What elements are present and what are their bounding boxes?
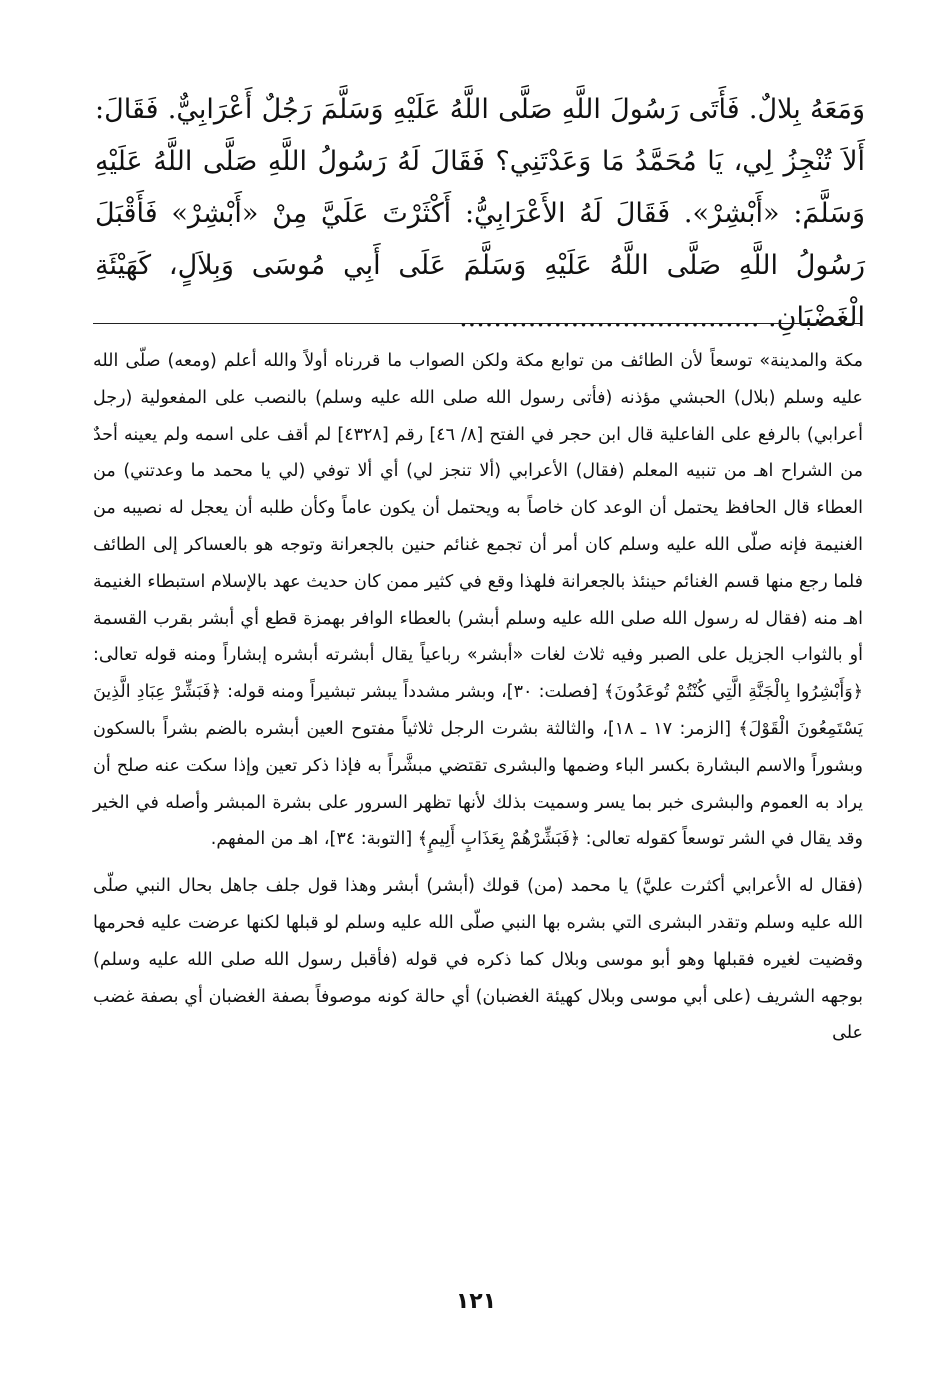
page-number: ١٢١ xyxy=(455,1289,497,1314)
footnote-separator-line xyxy=(93,323,862,324)
commentary-paragraph-1: مكة والمدينة» توسعاً لأن الطائف من توابع مكة ولكن الصواب ما قررناه أولاً والله أعلم (ومعه) صلّى الله عليه وسلم (بلال) الحبشي مؤذنه (فأتى رسول الله صلى الله عليه وسلم) بالنصب على المفعولية (رجل أعرابي) بالرفع على الفاعلية قال ابن حجر في الفتح [٨/ ٤٦] رقم [٤٣٢٨] لم أقف على اسمه ولم يعينه أحدٌ من الشراح اهـ من تنبيه المعلم (فقال) الأعرابي (ألا تنجز لي) أي ألا توفي (لي يا محمد ما وعدتني) من العطاء قال الحافظ يحتمل أن الوعد كان خاصاً به ويحتمل أن يكون عاماً وكأن طلبه أن يعجل له نصيبه من الغنيمة فإنه صلّى الله عليه وسلم كان أمر أن تجمع غنائم حنين بالجعرانة وتوجه هو بالعساكر إلى الطائف فلما رجع منها قسم الغنائم حينئذ بالجعرانة فلهذا وقع في كثير ممن كان حديث عهد بالإسلام استبطاء الغنيمة اهـ منه (فقال له رسول الله صلى الله عليه وسلم أبشر) بالعطاء الوافر بهمزة قطع أي أبشر بقرب القسمة أو بالثواب الجزيل على الصبر وفيه ثلاث لغات «أبشر» رباعياً يقال أبشرته أبشره إبشاراً ومنه قوله تعالى: ﴿وَأَبْشِرُوا بِالْجَنَّةِ الَّتِي كُنْتُمْ تُوعَدُونَ﴾ [فصلت: ٣٠]، وبشر مشدداً يبشر تبشيراً ومنه قوله: ﴿فَبَشِّرْ عِبَادِ الَّذِينَ يَسْتَمِعُونَ الْقَوْلَ﴾ [الزمر: ١٧ ـ ١٨]، والثالثة بشرت الرجل ثلاثياً مفتوح العين أبشره بالضم بشراً بالسكون وبشوراً والاسم البشارة بكسر الباء وضمها والبشرى تقتضي مبشَّراً به فإذا ذكر تعين وإذا سكت عنه صلح أن يراد به العموم والبشرى خبر بما يسر وسميت بذلك لأنها تظهر السرور على بشرة المبشر وأصله في الخير وقد يقال في الشر توسعاً كقوله تعالى: ﴿فَبَشِّرْهُمْ بِعَذَابٍ أَلِيمٍ﴾ [التوبة: ٣٤]، اهـ من المفهم. xyxy=(93,351,863,850)
commentary-block xyxy=(93,343,863,1052)
hadith-paragraph xyxy=(95,84,865,344)
hadith-text-block xyxy=(95,84,865,344)
hadith-text: وَمَعَهُ بِلالٌ. فَأَتَى رَسُولَ اللَّهِ صَلَّى اللَّهُ عَلَيْهِ وَسَلَّمَ رَجُلٌ أَعْرَابِيٌّ. فَقَالَ: أَلاَ تُنْجِزُ لِي، يَا مُحَمَّدُ مَا وَعَدْتَنِي؟ فَقَالَ لَهُ رَسُولُ اللَّهِ صَلَّى اللَّهُ عَلَيْهِ وَسَلَّمَ: «أَبْشِرْ». فَقَالَ لَهُ الأَعْرَابِيُّ: أَكْثَرْتَ عَلَيَّ مِنْ «أَبْشِرْ» فَأَقْبَلَ رَسُولُ اللَّهِ صَلَّى اللَّهُ عَلَيْهِ وَسَلَّمَ عَلَى أَبِي مُوسَى وَبِلاَلٍ، كَهَيْئَةِ الْغَضْبَانِ. xyxy=(95,94,865,333)
commentary-paragraph-2: (فقال له الأعرابي أكثرت عليَّ) يا محمد (من) قولك (أبشر) أبشر وهذا قول جلف جاهل بحال النبي صلّى الله عليه وسلم وتقدر البشرى التي بشره بها النبي صلّى الله عليه وسلم لو قبلها لكنها عرضت عليه فحرمها وقضيت لغيره فقبلها وهو أبو موسى وبلال كما ذكره في قوله (فأقبل رسول الله صلى الله عليه وسلم) بوجهه الشريف (على أبي موسى وبلال كهيئة الغضبان) أي حالة كونه موصوفاً بصفة الغضبان أي بصفة غضب على xyxy=(93,876,863,1044)
ellipsis-dots: ................................... xyxy=(459,302,760,333)
